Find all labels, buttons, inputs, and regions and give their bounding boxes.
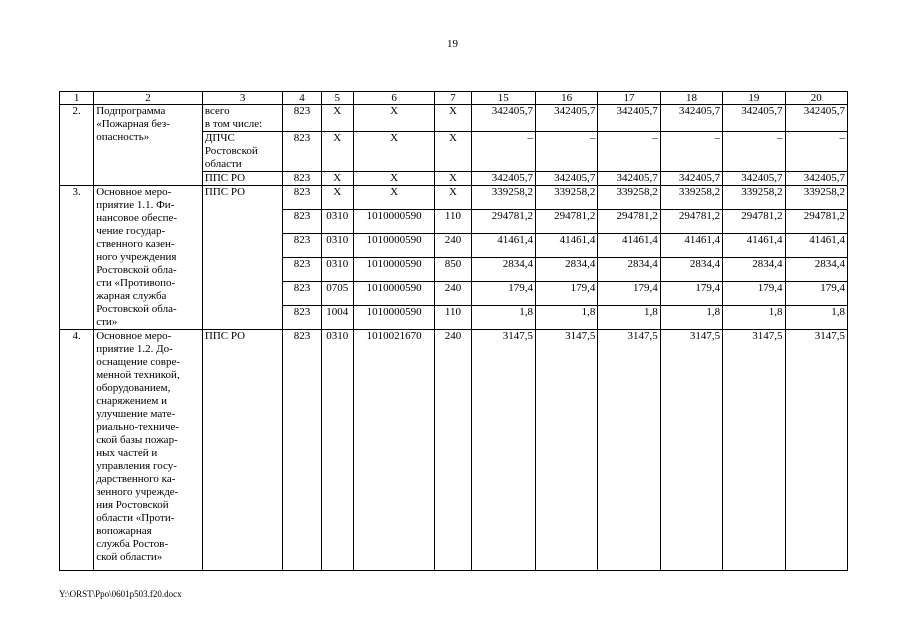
program-name: Основное меро- приятие 1.2. До- оснащение совре- менной техникой, оборудованием, снаряжением и улучшение мате- риально-техниче- ской базы пожар- ных частей и управления госу- дарственного ка- зенного учрежде- ния Ростовской области «Проти- вопожарная служба Ростов- ской области» (94, 330, 203, 571)
amount-cell: 3147,5 (723, 330, 785, 571)
amount-cell: – (723, 132, 785, 172)
amount-cell: 294781,2 (660, 210, 722, 234)
row-number: 4. (60, 330, 94, 571)
row-number: 3. (60, 186, 94, 330)
amount-cell: – (535, 132, 597, 172)
amount-cell: 179,4 (660, 282, 722, 306)
code-cell: 1010000590 (353, 210, 435, 234)
amount-cell: 339258,2 (535, 186, 597, 210)
code-cell: 0705 (321, 282, 353, 306)
code-cell: X (435, 172, 471, 186)
amount-cell: 3147,5 (471, 330, 535, 571)
amount-cell: 41461,4 (723, 234, 785, 258)
code-cell: 1004 (321, 306, 353, 330)
column-number-cell: 16 (535, 92, 597, 105)
amount-cell: 339258,2 (598, 186, 660, 210)
code-cell: X (321, 105, 353, 132)
code-cell: 823 (283, 330, 321, 571)
code-cell: 0310 (321, 258, 353, 282)
column-number-cell: 18 (660, 92, 722, 105)
file-path-footer: Y:\ORST\Ppo\0601p503.f20.docx (59, 589, 182, 599)
amount-cell: 342405,7 (785, 172, 847, 186)
amount-cell: 2834,4 (471, 258, 535, 282)
column-number-cell: 19 (723, 92, 785, 105)
code-cell: 110 (435, 306, 471, 330)
executor-cell: ППС РО (202, 186, 283, 330)
amount-cell: 294781,2 (723, 210, 785, 234)
amount-cell: 342405,7 (660, 172, 722, 186)
code-cell: 823 (283, 258, 321, 282)
amount-cell: 41461,4 (535, 234, 597, 258)
amount-cell: 2834,4 (723, 258, 785, 282)
amount-cell: 342405,7 (723, 105, 785, 132)
code-cell: 823 (283, 282, 321, 306)
code-cell: 1010000590 (353, 234, 435, 258)
code-cell: 823 (283, 132, 321, 172)
code-cell: X (353, 186, 435, 210)
code-cell: 1010000590 (353, 282, 435, 306)
code-cell: 0310 (321, 210, 353, 234)
executor-cell: всего в том числе: (202, 105, 283, 132)
amount-cell: 342405,7 (598, 172, 660, 186)
budget-table (59, 91, 848, 571)
code-cell: 240 (435, 234, 471, 258)
code-cell: 823 (283, 105, 321, 132)
amount-cell: 1,8 (785, 306, 847, 330)
amount-cell: 342405,7 (535, 172, 597, 186)
amount-cell: 41461,4 (471, 234, 535, 258)
column-number-cell: 2 (94, 92, 203, 105)
amount-cell: 179,4 (723, 282, 785, 306)
column-number-cell: 1 (60, 92, 94, 105)
code-cell: X (321, 172, 353, 186)
column-number-cell: 5 (321, 92, 353, 105)
amount-cell: 1,8 (723, 306, 785, 330)
amount-cell: 294781,2 (598, 210, 660, 234)
amount-cell: 2834,4 (535, 258, 597, 282)
page-number: 19 (447, 38, 458, 50)
amount-cell: 339258,2 (471, 186, 535, 210)
amount-cell: 3147,5 (785, 330, 847, 571)
column-number-row (60, 92, 848, 105)
amount-cell: 342405,7 (471, 105, 535, 132)
amount-cell: 1,8 (598, 306, 660, 330)
amount-cell: 342405,7 (723, 172, 785, 186)
amount-cell: 294781,2 (785, 210, 847, 234)
column-number-cell: 4 (283, 92, 321, 105)
amount-cell: 339258,2 (785, 186, 847, 210)
code-cell: 823 (283, 210, 321, 234)
table-row (60, 186, 848, 210)
code-cell: 1010000590 (353, 258, 435, 282)
code-cell: 240 (435, 330, 471, 571)
code-cell: 823 (283, 186, 321, 210)
code-cell: X (321, 132, 353, 172)
amount-cell: 342405,7 (660, 105, 722, 132)
amount-cell: 342405,7 (598, 105, 660, 132)
code-cell: 1010000590 (353, 306, 435, 330)
code-cell: X (321, 186, 353, 210)
code-cell: 823 (283, 234, 321, 258)
amount-cell: 339258,2 (660, 186, 722, 210)
amount-cell: – (598, 132, 660, 172)
amount-cell: 1,8 (535, 306, 597, 330)
column-number-cell: 6 (353, 92, 435, 105)
code-cell: 0310 (321, 234, 353, 258)
code-cell: X (435, 105, 471, 132)
column-number-cell: 20 (785, 92, 847, 105)
amount-cell: 339258,2 (723, 186, 785, 210)
amount-cell: 41461,4 (598, 234, 660, 258)
code-cell: X (353, 132, 435, 172)
amount-cell: 41461,4 (660, 234, 722, 258)
code-cell: 850 (435, 258, 471, 282)
amount-cell: 294781,2 (471, 210, 535, 234)
row-number: 2. (60, 105, 94, 186)
amount-cell: 1,8 (660, 306, 722, 330)
amount-cell: 179,4 (535, 282, 597, 306)
column-number-cell: 15 (471, 92, 535, 105)
code-cell: X (353, 172, 435, 186)
code-cell: 110 (435, 210, 471, 234)
amount-cell: – (471, 132, 535, 172)
table-row (60, 105, 848, 132)
amount-cell: 41461,4 (785, 234, 847, 258)
executor-cell: ДПЧС Ростовской области (202, 132, 283, 172)
program-name: Основное меро- приятие 1.1. Фи- нансовое обеспе- чение государ- ственного казен- ного учреждения Ростовской обла- сти «Противопо- жарная служба Ростовской обла- сти» (94, 186, 203, 330)
column-number-cell: 17 (598, 92, 660, 105)
table-row (60, 330, 848, 571)
column-number-cell: 3 (202, 92, 283, 105)
executor-cell: ППС РО (202, 330, 283, 571)
amount-cell: 2834,4 (660, 258, 722, 282)
amount-cell: 2834,4 (598, 258, 660, 282)
column-number-cell: 7 (435, 92, 471, 105)
amount-cell: 342405,7 (785, 105, 847, 132)
program-name: Подпрограмма «Пожарная без- опасность» (94, 105, 203, 186)
amount-cell: 179,4 (598, 282, 660, 306)
amount-cell: 179,4 (471, 282, 535, 306)
code-cell: X (353, 105, 435, 132)
amount-cell: 2834,4 (785, 258, 847, 282)
amount-cell: 342405,7 (535, 105, 597, 132)
amount-cell: 342405,7 (471, 172, 535, 186)
amount-cell: – (660, 132, 722, 172)
amount-cell: 3147,5 (598, 330, 660, 571)
amount-cell: 294781,2 (535, 210, 597, 234)
code-cell: 240 (435, 282, 471, 306)
amount-cell: 1,8 (471, 306, 535, 330)
amount-cell: 3147,5 (660, 330, 722, 571)
code-cell: 823 (283, 172, 321, 186)
code-cell: 823 (283, 306, 321, 330)
executor-cell: ППС РО (202, 172, 283, 186)
code-cell: X (435, 186, 471, 210)
code-cell: 1010021670 (353, 330, 435, 571)
amount-cell: – (785, 132, 847, 172)
amount-cell: 179,4 (785, 282, 847, 306)
code-cell: X (435, 132, 471, 172)
code-cell: 0310 (321, 330, 353, 571)
amount-cell: 3147,5 (535, 330, 597, 571)
